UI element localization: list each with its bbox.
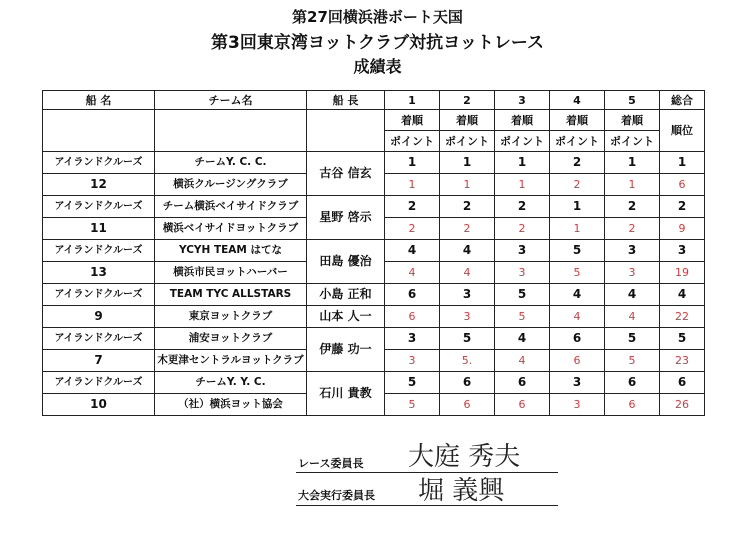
team-name: チームY. C. C. (155, 152, 307, 174)
order-label: 着順 (495, 110, 550, 131)
race-points: 4 (495, 350, 550, 372)
race-points: 5 (550, 262, 605, 284)
race-points: 6 (550, 350, 605, 372)
total-points: 22 (660, 306, 705, 328)
race-order: 3 (605, 240, 660, 262)
race-points: 1 (385, 174, 440, 196)
team-name: YCYH TEAM はてな (155, 240, 307, 262)
race-committee-signature: 大庭 秀夫 (408, 442, 521, 472)
order-label: 着順 (605, 110, 660, 131)
race-order: 1 (385, 152, 440, 174)
club-name: 横浜クルージングクラブ (155, 174, 307, 196)
col-total-header: 総合 (660, 91, 705, 110)
table-row (43, 196, 705, 218)
race-title: 第3回東京湾ヨットクラブ対抗ヨットレース (211, 33, 544, 53)
race-order: 6 (440, 372, 495, 394)
race-order: 2 (385, 196, 440, 218)
race-order: 3 (495, 240, 550, 262)
race-order: 4 (440, 240, 495, 262)
race-order: 4 (605, 284, 660, 306)
race-order: 4 (495, 328, 550, 350)
sail-number: 7 (43, 350, 155, 372)
sail-number: 10 (43, 394, 155, 416)
col-race3-header: 3 (495, 91, 550, 110)
race-points: 3 (550, 394, 605, 416)
captain-name-second: 山本 人一 (307, 306, 385, 328)
team-name: 浦安ヨットクラブ (155, 328, 307, 350)
race-order: 5 (495, 284, 550, 306)
club-name: 木更津セントラルヨットクラブ (155, 350, 307, 372)
table-row (43, 152, 705, 174)
col-boat-header: 船 名 (43, 91, 155, 110)
total-points: 26 (660, 394, 705, 416)
boat-name: アイランドクルーズ (43, 284, 155, 306)
race-order: 6 (605, 372, 660, 394)
captain-name: 古谷 信玄 (307, 152, 385, 196)
race-points: 1 (605, 174, 660, 196)
blank-cell (307, 110, 385, 152)
points-label: ポイント (385, 131, 440, 152)
sheet-title: 成績表 (353, 57, 402, 76)
race-points: 1 (440, 174, 495, 196)
col-race5-header: 5 (605, 91, 660, 110)
race-points: 6 (495, 394, 550, 416)
race-points: 6 (385, 306, 440, 328)
boat-name: アイランドクルーズ (43, 372, 155, 394)
race-order: 6 (495, 372, 550, 394)
total-points: 6 (660, 174, 705, 196)
race-order: 6 (385, 284, 440, 306)
race-points: 4 (605, 306, 660, 328)
race-order: 3 (385, 328, 440, 350)
blank-cell (43, 110, 155, 152)
race-order: 4 (550, 284, 605, 306)
overall-rank: 3 (660, 240, 705, 262)
race-points: 6 (605, 394, 660, 416)
captain-name: 石川 貴教 (307, 372, 385, 416)
col-race4-header: 4 (550, 91, 605, 110)
race-points: 2 (605, 218, 660, 240)
signature-line (296, 505, 558, 506)
race-order: 1 (495, 152, 550, 174)
race-order: 3 (550, 372, 605, 394)
sail-number: 11 (43, 218, 155, 240)
sail-number: 9 (43, 306, 155, 328)
event-title: 第27回横浜港ボート天国 (292, 8, 463, 26)
club-name: 東京ヨットクラブ (155, 306, 307, 328)
race-points: 3 (385, 350, 440, 372)
points-label: ポイント (550, 131, 605, 152)
overall-rank: 2 (660, 196, 705, 218)
race-points: 4 (440, 262, 495, 284)
order-label: 着順 (385, 110, 440, 131)
table-row (43, 328, 705, 350)
captain-name: 伊藤 功一 (307, 328, 385, 372)
race-order: 2 (550, 152, 605, 174)
col-team-header: チーム名 (155, 91, 307, 110)
subheader-row (43, 110, 705, 131)
exec-committee-signature: 堀 義興 (418, 476, 505, 506)
race-order: 1 (605, 152, 660, 174)
race-order: 1 (440, 152, 495, 174)
table-row (43, 306, 705, 328)
table-row (43, 284, 705, 306)
captain-name: 田島 優治 (307, 240, 385, 284)
boat-name: アイランドクルーズ (43, 196, 155, 218)
total-points: 19 (660, 262, 705, 284)
overall-rank: 4 (660, 284, 705, 306)
race-points: 5. (440, 350, 495, 372)
race-points: 5 (495, 306, 550, 328)
boat-name: アイランドクルーズ (43, 240, 155, 262)
captain-name: 星野 啓示 (307, 196, 385, 240)
race-order: 4 (385, 240, 440, 262)
captain-name: 小島 正和 (307, 284, 385, 306)
race-order: 6 (550, 328, 605, 350)
boat-name: アイランドクルーズ (43, 152, 155, 174)
race-order: 5 (550, 240, 605, 262)
total-points: 23 (660, 350, 705, 372)
col-race2-header: 2 (440, 91, 495, 110)
race-order: 2 (605, 196, 660, 218)
team-name: TEAM TYC ALLSTARS (155, 284, 307, 306)
race-points: 4 (385, 262, 440, 284)
total-points: 9 (660, 218, 705, 240)
race-order: 2 (440, 196, 495, 218)
overall-rank: 1 (660, 152, 705, 174)
points-label: ポイント (605, 131, 660, 152)
race-points: 2 (550, 174, 605, 196)
order-label: 着順 (440, 110, 495, 131)
race-points: 5 (385, 394, 440, 416)
race-points: 2 (495, 218, 550, 240)
col-race1-header: 1 (385, 91, 440, 110)
overall-rank: 6 (660, 372, 705, 394)
race-points: 3 (605, 262, 660, 284)
race-order: 2 (495, 196, 550, 218)
race-points: 1 (550, 218, 605, 240)
race-points: 6 (440, 394, 495, 416)
team-name: チームY. Y. C. (155, 372, 307, 394)
table-row (43, 240, 705, 262)
boat-name: アイランドクルーズ (43, 328, 155, 350)
race-points: 3 (495, 262, 550, 284)
order-label: 着順 (550, 110, 605, 131)
race-points: 1 (495, 174, 550, 196)
col-captain-header: 船 長 (307, 91, 385, 110)
header-row (43, 91, 705, 110)
race-order: 5 (440, 328, 495, 350)
race-points: 2 (440, 218, 495, 240)
race-committee-label: レース委員長 (298, 457, 364, 470)
club-name: （社）横浜ヨット協会 (155, 394, 307, 416)
points-label: ポイント (440, 131, 495, 152)
overall-rank: 5 (660, 328, 705, 350)
race-points: 2 (385, 218, 440, 240)
results-table (42, 90, 705, 416)
club-name: 横浜ベイサイドヨットクラブ (155, 218, 307, 240)
rank-label: 順位 (660, 110, 705, 152)
table-row (43, 372, 705, 394)
exec-committee-label: 大会実行委員長 (298, 489, 375, 502)
race-order: 5 (605, 328, 660, 350)
sail-number: 13 (43, 262, 155, 284)
race-points: 4 (550, 306, 605, 328)
team-name: チーム横浜ベイサイドクラブ (155, 196, 307, 218)
race-points: 3 (440, 306, 495, 328)
blank-cell (155, 110, 307, 152)
points-label: ポイント (495, 131, 550, 152)
race-order: 3 (440, 284, 495, 306)
race-order: 5 (385, 372, 440, 394)
club-name: 横浜市民ヨットハーバー (155, 262, 307, 284)
race-order: 1 (550, 196, 605, 218)
race-points: 5 (605, 350, 660, 372)
sail-number: 12 (43, 174, 155, 196)
